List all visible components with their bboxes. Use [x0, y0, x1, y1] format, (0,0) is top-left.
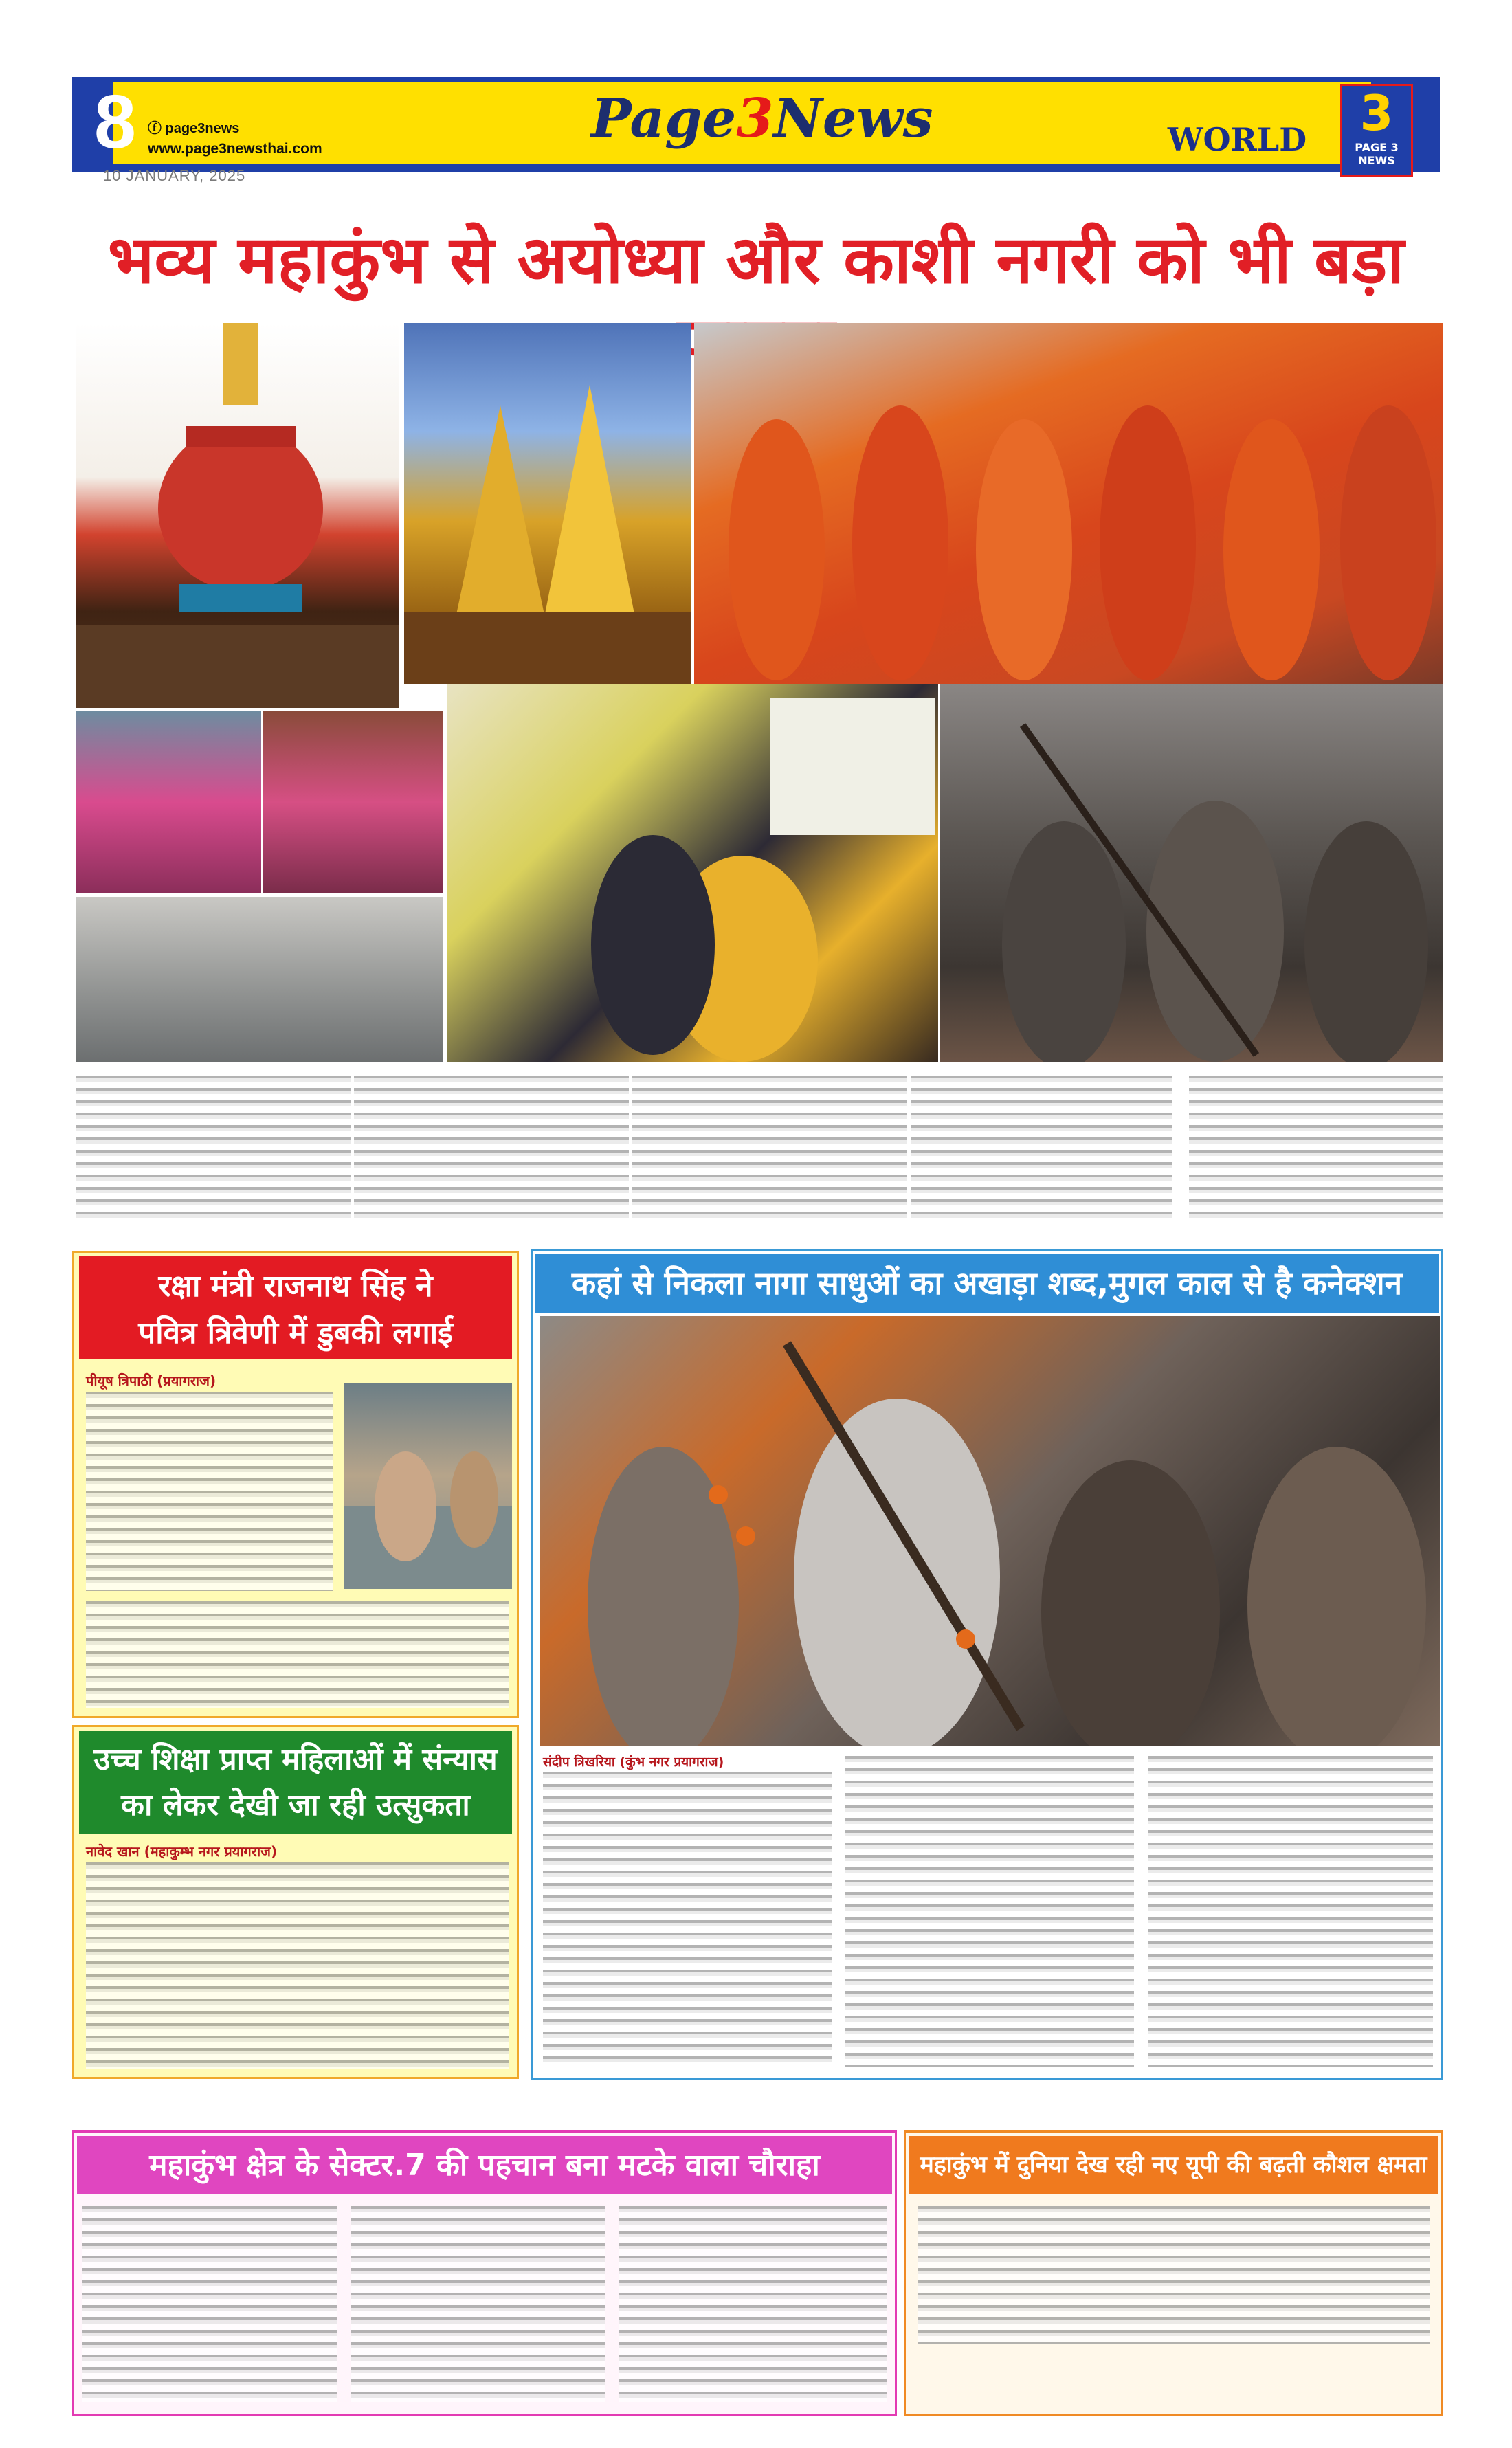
- story-headline-kaushal: महाकुंभ में दुनिया देख रही नए यूपी की बढ़ती कौशल क्षमता: [909, 2136, 1438, 2194]
- main-headline: भव्य महाकुंभ से अयोध्या और काशी नगरी को भी बड़ा: [107, 221, 1405, 298]
- rajnath-text-bottom: [86, 1601, 509, 1708]
- sanyasin-woman-photo-1: [76, 711, 261, 893]
- women-headline-line2: का लेकर देखी जा रही उत्सुकता: [121, 1788, 470, 1823]
- akhada-byline: संदीप त्रिखरिया (कुंभ नगर प्रयागराज): [543, 1755, 724, 1770]
- akhada-text-col-2: [845, 1756, 1134, 2067]
- temple-spires: [404, 323, 691, 684]
- rajnath-dip-photo: [344, 1383, 512, 1589]
- women-text: [86, 1862, 509, 2069]
- story-headline-akhada: कहां से निकला नागा साधुओं का अखाड़ा शब्द,मुगल काल से है कनेक्शन: [535, 1254, 1439, 1313]
- section-label: WORLD: [1141, 115, 1333, 164]
- article-text-col-1: [76, 1076, 351, 1220]
- newspaper-logo: [591, 81, 933, 157]
- rajnath-figure: [344, 1383, 512, 1589]
- website-url: www.page3newsthai.com: [148, 141, 322, 157]
- kashi-temple-photo: [404, 323, 691, 684]
- page3-badge-logo: [1340, 84, 1413, 177]
- naga-figures: [940, 684, 1443, 1062]
- article-text-col-4: [911, 1076, 1172, 1220]
- dateline: 10 JANUARY, 2025: [103, 167, 246, 184]
- logo-word2: News: [773, 87, 933, 150]
- article-text-col-3: [632, 1076, 907, 1220]
- kalash-illustration: [76, 323, 399, 708]
- women-headline-line1: उच्च शिक्षा प्राप्त महिलाओं में संन्यास: [93, 1742, 498, 1777]
- rajnath-byline: पीयूष त्रिपाठी (प्रयागराज): [86, 1372, 216, 1389]
- chauraha-text-col-1: [82, 2206, 337, 2402]
- page-number: 8: [93, 80, 137, 164]
- rajnath-text-top: [86, 1392, 333, 1591]
- expo-scene: [447, 684, 938, 1062]
- skill-expo-photo: [447, 684, 938, 1062]
- naga-sadhu-photo: [940, 684, 1443, 1062]
- akhada-text-col-1: [543, 1772, 832, 2067]
- sadhvi-group-photo: [694, 323, 1443, 684]
- story-headline-rajnath: [79, 1256, 512, 1359]
- rajnath-headline-line2: पवित्र त्रिवेणी में डुबकी लगाई: [138, 1315, 453, 1350]
- story-headline-chauraha: महाकुंभ क्षेत्र के सेक्टर.7 की पहचान बना मटके वाला चौराहा: [77, 2136, 892, 2194]
- kaushal-text: [918, 2206, 1430, 2344]
- sanyasin-woman-photo-2: [263, 711, 443, 893]
- story-headline-women: [79, 1731, 512, 1834]
- article-text-col-2: [354, 1076, 629, 1220]
- badge-number: 3: [1359, 85, 1394, 142]
- chauraha-text-col-3: [619, 2206, 887, 2402]
- kalash-photo: [76, 323, 399, 708]
- naga-sadhus-main-photo: [540, 1316, 1440, 1746]
- women-byline: नावेद खान (महाकुम्भ नगर प्रयागराज): [86, 1843, 278, 1860]
- badge-text: PAGE 3 NEWS: [1355, 141, 1399, 167]
- logo-word1: Page: [591, 87, 737, 150]
- chauraha-text-col-2: [351, 2206, 605, 2402]
- akhada-text-col-3: [1148, 1756, 1433, 2067]
- saffron-figures: [694, 323, 1443, 684]
- logo-number: 3: [736, 87, 774, 150]
- river-bath-photo: [76, 897, 443, 1062]
- article-text-col-5: [1189, 1076, 1443, 1220]
- naga-sadhus-scene: [540, 1316, 1440, 1746]
- social-handle: ⓕ page3news: [148, 121, 240, 136]
- rajnath-headline-line1: रक्षा मंत्री राजनाथ सिंह ने: [158, 1269, 433, 1304]
